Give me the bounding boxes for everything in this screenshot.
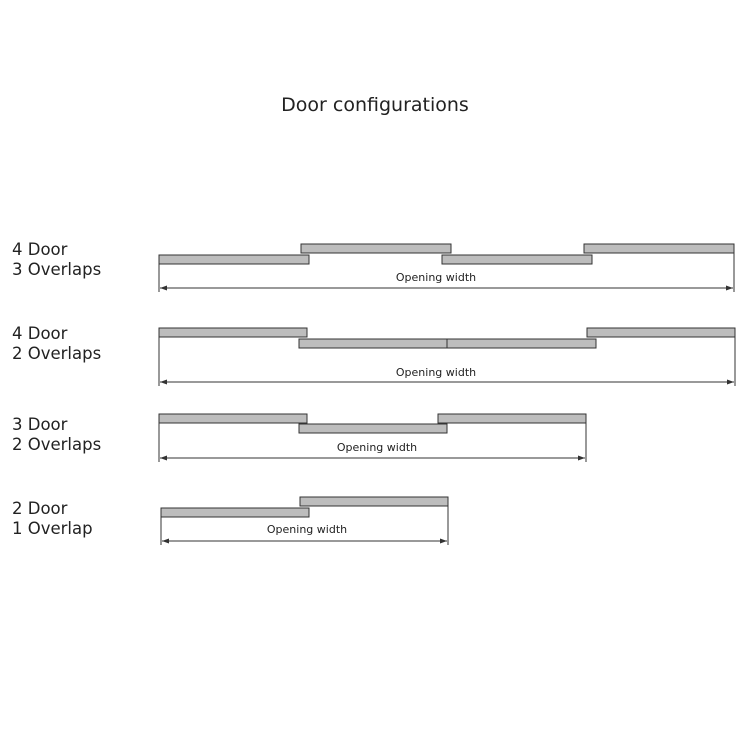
config-door-count: 4 Door bbox=[12, 240, 68, 259]
dimension-label: Opening width bbox=[395, 366, 477, 379]
dimension-label: Opening width bbox=[336, 441, 418, 454]
config-door-count: 2 Door bbox=[12, 499, 68, 518]
config-2door-1overlap bbox=[161, 497, 448, 545]
diagram-title: Door configurations bbox=[281, 94, 469, 116]
config-4door-3overlaps bbox=[159, 244, 734, 292]
config-overlap-count: 1 Overlap bbox=[12, 519, 93, 538]
door-panel bbox=[438, 414, 586, 423]
door-panel bbox=[299, 339, 447, 348]
config-3door-2overlaps bbox=[159, 414, 586, 462]
config-door-count: 3 Door bbox=[12, 415, 68, 434]
door-panel bbox=[161, 508, 309, 517]
config-4door-2overlaps bbox=[159, 328, 735, 386]
config-overlap-count: 2 Overlaps bbox=[12, 435, 102, 454]
door-panel bbox=[447, 339, 596, 348]
door-panel bbox=[587, 328, 735, 337]
dimension-label: Opening width bbox=[266, 523, 348, 536]
door-panel bbox=[159, 255, 309, 264]
config-door-count: 4 Door bbox=[12, 324, 68, 343]
config-overlap-count: 2 Overlaps bbox=[12, 344, 102, 363]
door-panel bbox=[159, 328, 307, 337]
door-panel bbox=[301, 244, 451, 253]
door-panel bbox=[584, 244, 734, 253]
door-panel bbox=[159, 414, 307, 423]
door-panel bbox=[442, 255, 592, 264]
dimension-label: Opening width bbox=[395, 271, 477, 284]
config-overlap-count: 3 Overlaps bbox=[12, 260, 102, 279]
door-panel bbox=[300, 497, 448, 506]
door-panel bbox=[299, 424, 447, 433]
